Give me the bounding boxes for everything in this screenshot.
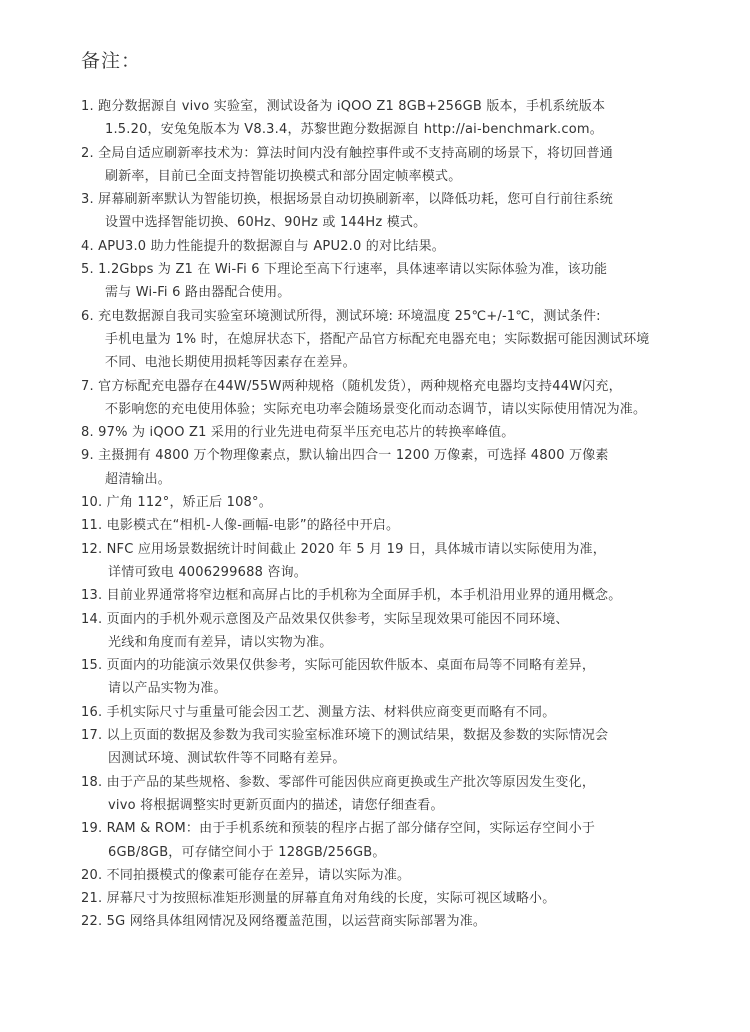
note-first-line [81,514,721,537]
note-text: 屏幕尺寸为按照标准矩形测量的屏幕直角对角线的长度，实际可视区域略小。 [106,891,556,907]
note-continuation-line: 因测试环境、测试软件等不同略有差异。 [108,751,346,767]
note-item [81,771,721,818]
note-number: 11. [81,518,103,534]
note-continuation-line: 6GB/8GB，可存储空间小于 128GB/256GB。 [108,844,386,860]
note-text: 1.2Gbps 为 Z1 在 Wi-Fi 6 下理论至高下行速率，具体速率请以实际体验为准，该功能 [98,262,608,278]
note-continuation-line: 光线和角度而有差异，请以实物为准。 [108,634,333,650]
note-number: 7. [81,378,94,394]
note-item [81,375,721,422]
note-continuation-line: 设置中选择智能切换、60Hz、90Hz 或 144Hz 模式。 [105,215,427,231]
note-number: 15. [81,658,103,674]
note-continuation-line: 需与 Wi-Fi 6 路由器配合使用。 [105,285,291,301]
note-number: 18. [81,774,103,790]
note-first-line [81,95,721,118]
note-item [81,864,721,887]
note-first-line [81,375,721,398]
note-first-line [81,584,721,607]
notes-title: 备注： [81,50,142,72]
note-text: 由于产品的某些规格、参数、零部件可能因供应商更换或生产批次等原因发生变化， [106,774,596,790]
note-first-line [81,142,721,165]
note-continuation-line: 超清输出。 [105,471,172,487]
note-first-line [81,724,721,747]
note-continuation-line: 手机电量为 1% 时，在熄屏状态下，搭配产品官方标配充电器充电；实际数据可能因测试环境 [105,331,650,347]
note-number: 8. [81,425,94,441]
note-number: 2. [81,145,94,161]
note-continuation-line: 不同、电池长期使用损耗等因素存在差异。 [105,355,356,371]
note-text: 以上页面的数据及参数为我司实验室标准环境下的测试结果，数据及参数的实际情况会 [106,728,609,744]
note-first-line [81,654,721,677]
note-item [81,491,721,514]
note-text: 页面内的手机外观示意图及产品效果仅供参考，实际呈现效果可能因不同环境、 [106,611,569,627]
note-text: 主摄拥有 4800 万个物理像素点，默认输出四合一 1200 万像素，可选择 4800 万像素 [98,448,609,464]
note-text: 电影模式在“相机-人像-画幅-电影”的路径中开启。 [106,518,400,534]
note-text: 跑分数据源自 vivo 实验室，测试设备为 iQOO Z1 8GB+256GB 版本，手机系统版本 [98,99,606,114]
note-first-line [81,538,721,561]
note-number: 10. [81,495,103,511]
note-number: 22. [81,914,103,930]
note-text: 充电数据源自我司实验室环境测试所得，测试环境: 环境温度 25℃+/-1℃，测试条件: [98,308,601,324]
note-number: 12. [81,541,103,557]
note-first-line [81,771,721,794]
note-number: 4. [81,238,94,254]
note-item [81,444,721,491]
note-first-line [81,258,721,281]
note-continuation-line: 请以产品实物为准。 [108,681,227,697]
note-number: 14. [81,611,103,627]
note-item [81,887,721,910]
note-number: 1. [81,99,94,114]
note-text: NFC 应用场景数据统计时间截止 2020 年 5 月 19 日，具体城市请以实际使用为准， [106,541,606,557]
note-item [81,235,721,258]
note-item [81,95,721,142]
note-first-line [81,444,721,467]
note-continuation-line: vivo 将根据调整实时更新页面内的描述，请您仔细查看。 [108,797,444,813]
note-first-line [81,235,721,258]
note-first-line [81,421,721,444]
note-first-line [81,188,721,211]
notes-list [81,95,721,934]
note-text: 97% 为 iQOO Z1 采用的行业先进电荷泵半压充电芯片的转换率峰值。 [98,425,515,441]
note-text: RAM & ROM：由于手机系统和预装的程序占据了部分储存空间，实际运存空间小于 [106,821,596,837]
note-continuation-line: 不影响您的充电使用体验；实际充电功率会随场景变化而动态调节，请以实际使用情况为准。 [105,401,647,417]
note-first-line [81,817,721,840]
note-text: 手机实际尺寸与重量可能会因工艺、测量方法、材料供应商变更而略有不同。 [106,704,556,720]
note-text: 不同拍摄模式的像素可能存在差异，请以实际为准。 [106,867,411,883]
note-text: APU3.0 助力性能提升的数据源自与 APU2.0 的对比结果。 [98,238,445,254]
note-item [81,584,721,607]
note-continuation-line: 刷新率，目前已全面支持智能切换模式和部分固定帧率模式。 [105,168,462,184]
note-number: 3. [81,192,94,208]
note-first-line [81,491,721,514]
note-first-line [81,910,721,933]
note-number: 19. [81,821,103,837]
note-text: 广角 112°，矫正后 108°。 [106,495,272,511]
note-item [81,654,721,701]
note-number: 5. [81,262,94,278]
note-text: 全局自适应刷新率技术为：算法时间内没有触控事件或不支持高刷的场景下，将切回普通 [98,145,613,161]
note-item [81,188,721,235]
note-item [81,514,721,537]
note-number: 16. [81,704,103,720]
note-text: 官方标配充电器存在44W/55W两种规格（随机发货），两种规格充电器均支持44W闪充， [98,378,622,394]
note-item [81,817,721,864]
note-item [81,701,721,724]
note-continuation-line: 1.5.20，安兔兔版本为 V8.3.4，苏黎世跑分数据源自 http://ai-benchmark.com。 [105,122,603,138]
note-item [81,608,721,655]
note-number: 6. [81,308,94,324]
note-number: 13. [81,588,103,604]
note-item [81,258,721,305]
note-item [81,142,721,189]
note-item [81,305,721,375]
note-first-line [81,608,721,631]
note-item [81,421,721,444]
note-number: 9. [81,448,94,464]
note-number: 20. [81,867,103,883]
note-item [81,910,721,933]
note-continuation-line: 详情可致电 4006299688 咨询。 [108,564,307,580]
note-first-line [81,305,721,328]
note-number: 17. [81,728,103,744]
note-first-line [81,701,721,724]
note-text: 页面内的功能演示效果仅供参考，实际可能因软件版本、桌面布局等不同略有差异， [106,658,596,674]
note-first-line [81,887,721,910]
note-text: 屏幕刷新率默认为智能切换，根据场景自动切换刷新率，以降低功耗，您可自行前往系统 [98,192,613,208]
note-text: 5G 网络具体组网情况及网络覆盖范围，以运营商实际部署为准。 [106,914,487,930]
note-text: 目前业界通常将窄边框和高屏占比的手机称为全面屏手机，本手机沿用业界的通用概念。 [106,588,622,604]
note-number: 21. [81,891,103,907]
note-first-line [81,864,721,887]
note-item [81,724,721,771]
note-item [81,538,721,585]
